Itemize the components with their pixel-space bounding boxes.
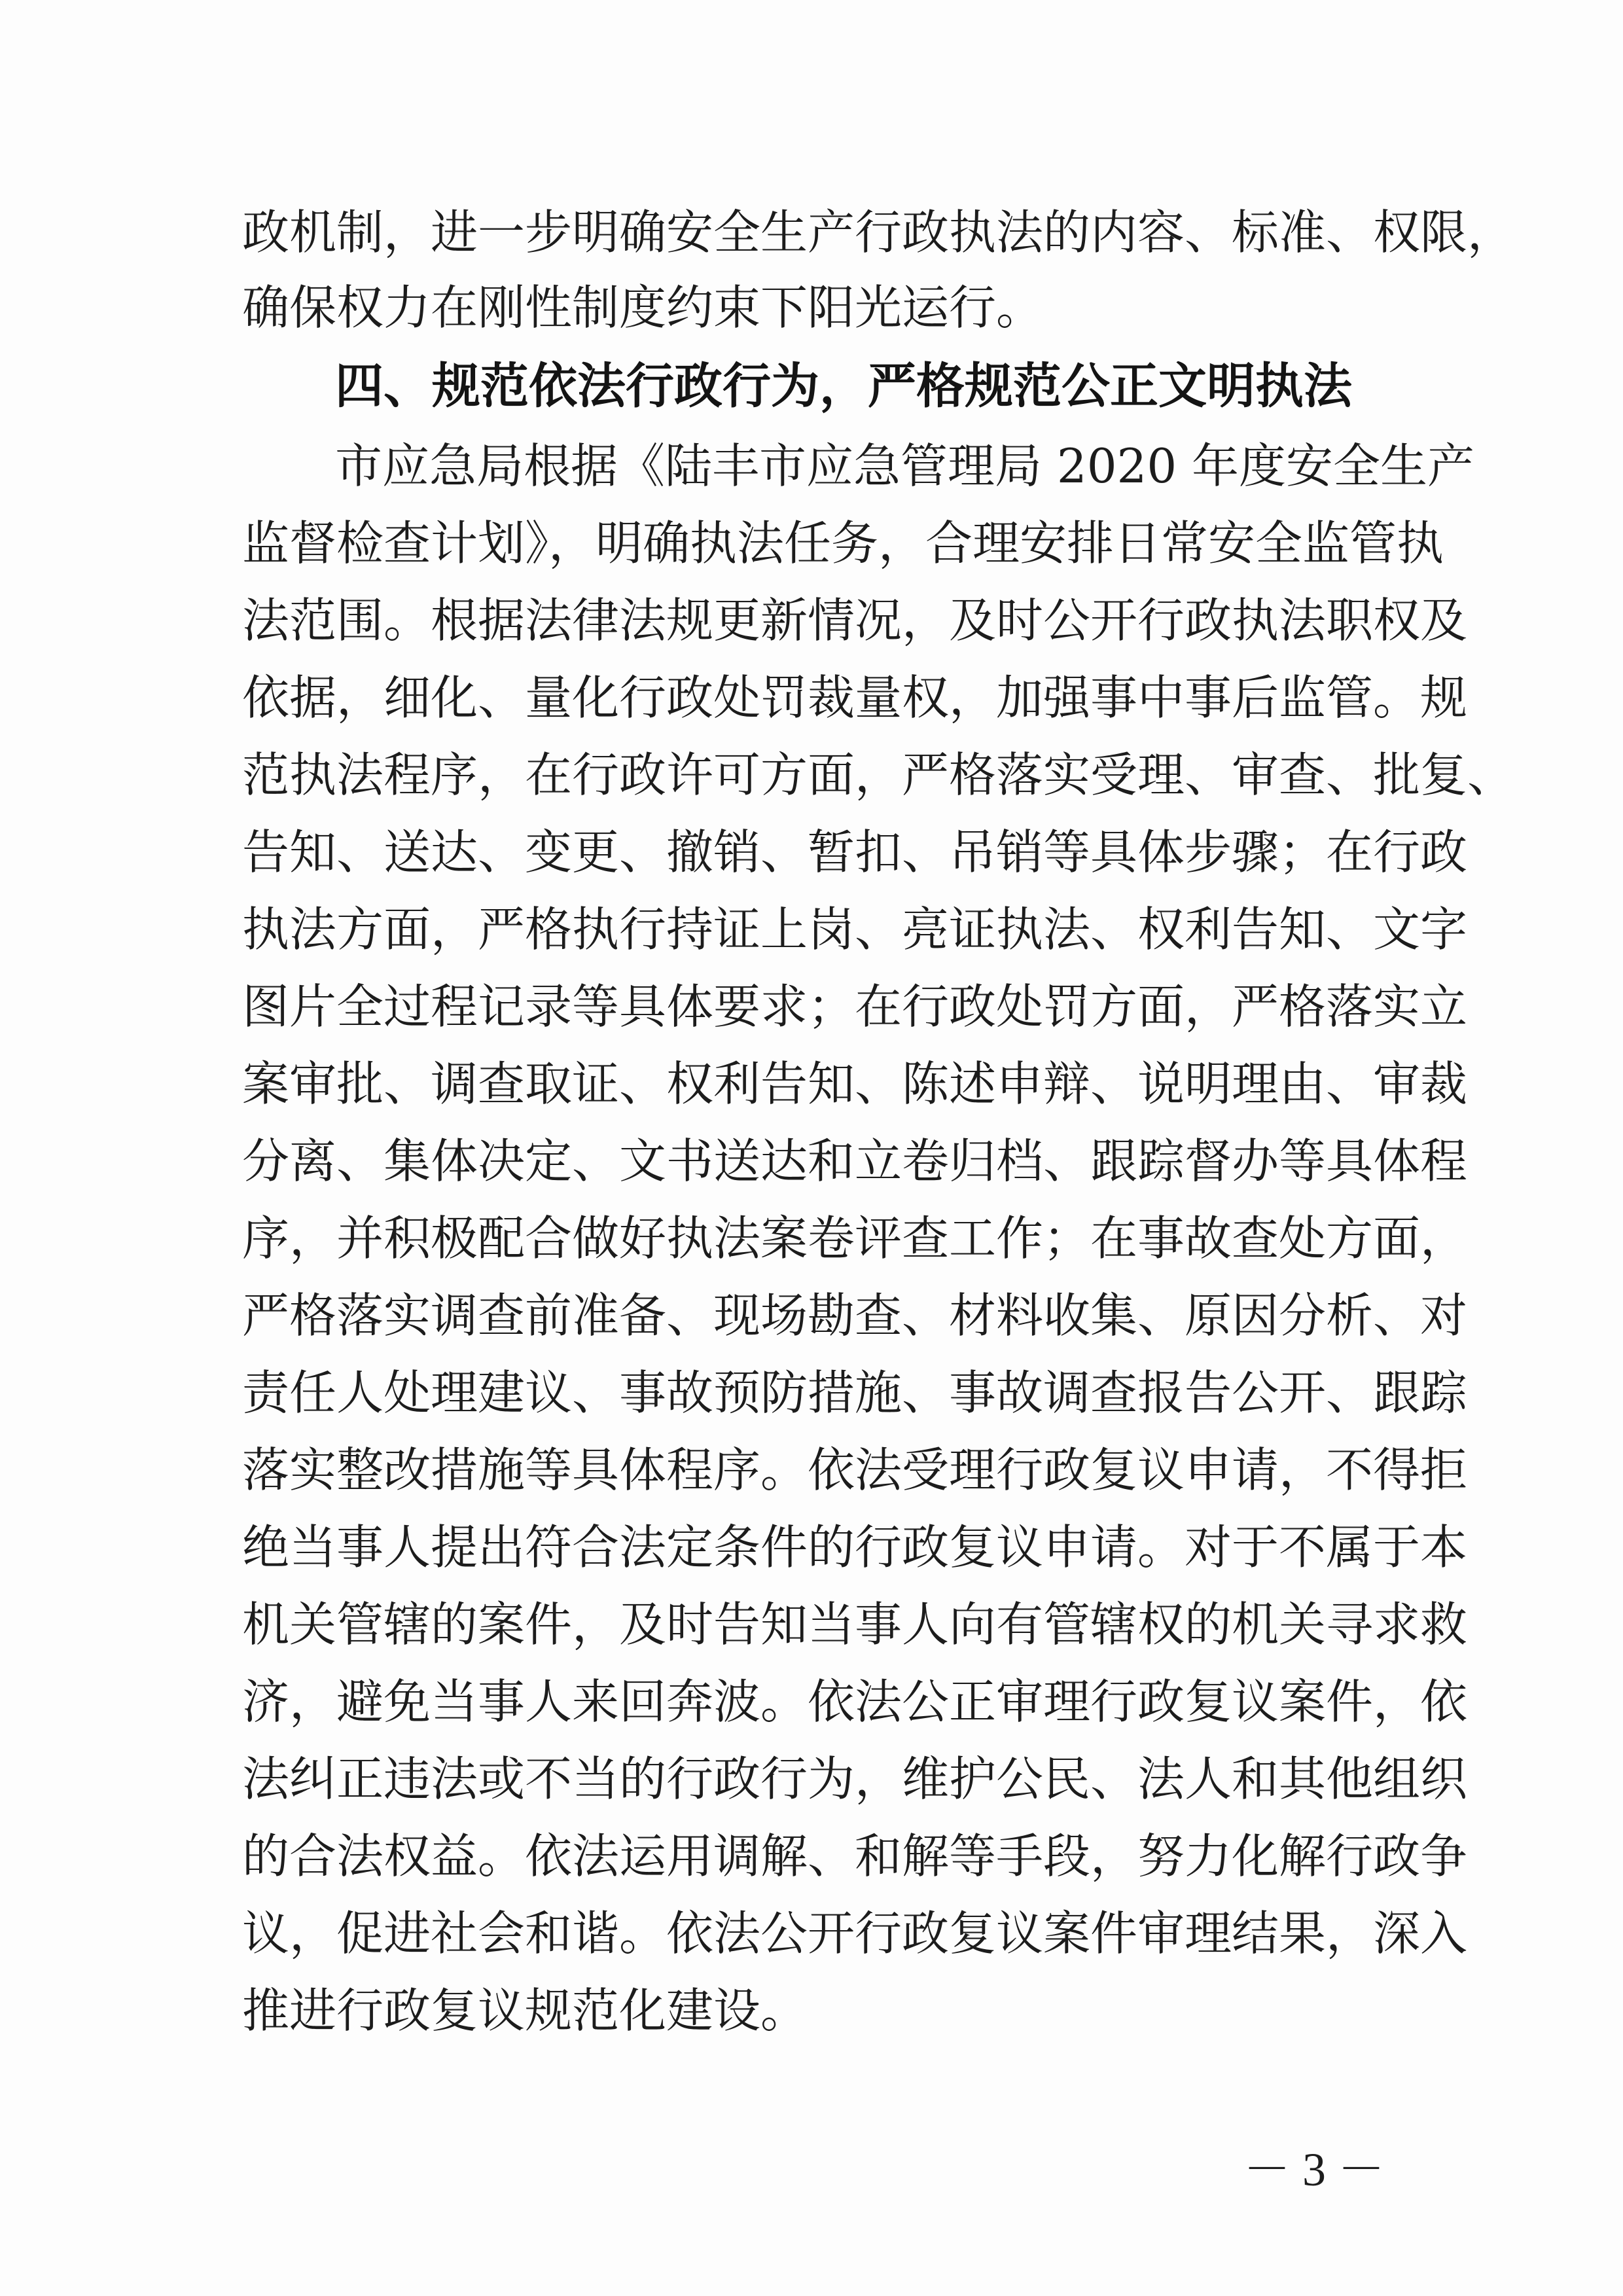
body-line-7: 执法方面，严格执行持证上岗、亮证执法、权利告知、文字	[242, 902, 1468, 957]
body-line-18: 法纠正违法或不当的行政行为，维护公民、法人和其他组织	[242, 1751, 1468, 1806]
page-number: － 3 －	[1243, 2144, 1385, 2196]
body-line-11: 序，并积极配合做好执法案卷评查工作；在事故查处方面，	[242, 1211, 1468, 1266]
body-line-9: 案审批、调查取证、权利告知、陈述申辩、说明理由、审裁	[242, 1056, 1468, 1111]
body-line-4: 依据，细化、量化行政处罚裁量权，加强事中事后监管。规	[242, 670, 1468, 725]
body-line-3: 法范围。根据法律法规更新情况，及时公开行政执法职权及	[242, 593, 1468, 648]
body-line-12: 严格落实调查前准备、现场勘查、材料收集、原因分析、对	[242, 1288, 1468, 1343]
body-line-13: 责任人处理建议、事故预防措施、事故调查报告公开、跟踪	[242, 1365, 1468, 1420]
body-line-15: 绝当事人提出符合法定条件的行政复议申请。对于不属于本	[242, 1520, 1468, 1575]
body-line-14: 落实整改措施等具体程序。依法受理行政复议申请，不得拒	[242, 1443, 1468, 1498]
intro-line-1: 政机制，进一步明确安全生产行政执法的内容、标准、权限，	[242, 205, 1515, 260]
section-heading: 四、规范依法行政行为，严格规范公正文明执法	[335, 358, 1352, 414]
body-line-20: 议，促进社会和谐。依法公开行政复议案件审理结果，深入	[242, 1906, 1468, 1961]
body-line-8: 图片全过程记录等具体要求；在行政处罚方面，严格落实立	[242, 979, 1468, 1034]
body-line-19: 的合法权益。依法运用调解、和解等手段，努力化解行政争	[242, 1829, 1468, 1884]
body-line-1: 市应急局根据《陆丰市应急管理局 2020 年度安全生产	[335, 439, 1475, 493]
body-line-16: 机关管辖的案件，及时告知当事人向有管辖权的机关寻求救	[242, 1597, 1468, 1652]
body-line-17: 济，避免当事人来回奔波。依法公正审理行政复议案件，依	[242, 1674, 1468, 1729]
body-line-6: 告知、送达、变更、撤销、暂扣、吊销等具体步骤；在行政	[242, 825, 1468, 880]
body-line-2: 监督检查计划》，明确执法任务，合理安排日常安全监管执	[242, 516, 1444, 571]
body-line-5: 范执法程序，在行政许可方面，严格落实受理、审查、批复、	[242, 747, 1515, 802]
intro-line-2: 确保权力在刚性制度约束下阳光运行。	[242, 280, 1044, 335]
body-line-21: 推进行政复议规范化建设。	[242, 1983, 808, 2038]
body-line-10: 分离、集体决定、文书送达和立卷归档、跟踪督办等具体程	[242, 1134, 1468, 1189]
